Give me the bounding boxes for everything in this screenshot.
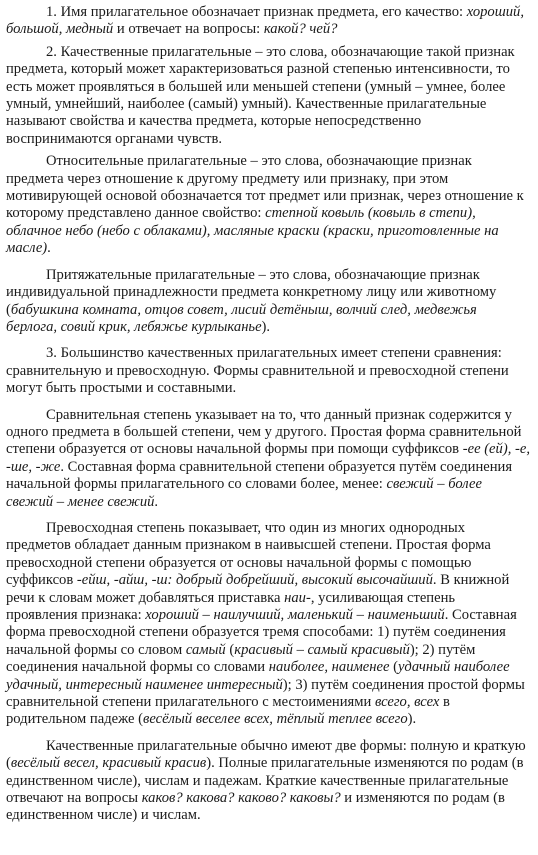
paragraph-text: 2. Качественные прилагательные – это слова, обозначающие такой признак предмета, который может характеризоваться разной степенью интенсивности, то есть может проявляться в большей или меньшей степени (умный – умнее, более умный, умнейший, наиболее (самый) умный). Качественные прилагательные называют свойства и качества предмета, которые непосредственно воспринимаются органами чувств. bbox=[6, 43, 515, 147]
paragraph-text: и отвечает на вопросы: bbox=[113, 21, 264, 38]
italic-example-text: каков? какова? каково? каковы? bbox=[141, 790, 341, 807]
paragraph-text: Сравнительная степень указывает на то, что данный признак содержится у одного предмета в большей степени, чем у другого. Простая форма сравнительной степени образуется от основы начальной формы при помощи суффиксов bbox=[6, 406, 522, 458]
paragraph-text: . bbox=[154, 493, 159, 510]
italic-example-text: какой? чей? bbox=[263, 21, 338, 38]
paragraph-text: Притяжательные прилагательные – это слова, обозначающие признак индивидуальной принадлежности предмета конкретному лицу или животному ( bbox=[6, 266, 497, 318]
italic-example-text: красивый – самый красивый bbox=[234, 641, 410, 658]
paragraph-text: . bbox=[47, 240, 51, 257]
paragraph-text: ). bbox=[407, 711, 417, 728]
italic-example-text: весёлый веселее всех, тёплый теплее всего bbox=[142, 711, 408, 728]
paragraph-text: Превосходная степень показывает, что один из многих однородных предметов обладает данным признаком в наивысшей степени. Простая форма превосходной степени образуется от основы начальной формы с помощью суффиксов bbox=[6, 519, 491, 589]
paragraph-text: , усиливающая степень проявления признака: bbox=[6, 589, 456, 623]
paragraph-text: ). bbox=[261, 318, 271, 335]
paragraph-text: . Составная форма сравнительной степени образуется путём соединения начальной формы прилагательного со словами более, менее: bbox=[6, 458, 513, 493]
italic-example-text: самый bbox=[185, 641, 226, 658]
italic-example-text: бабушкина комната, отцов совет, лисий детёныш, волчий след, медвежья берлога, совий крик, лебяжье курлыканье bbox=[6, 301, 477, 335]
italic-example-text: весёлый весел, красивый красив bbox=[10, 755, 207, 772]
italic-example-text: удачный наиболее удачный, интересный наименее интересный bbox=[6, 659, 510, 693]
paragraph-text: 3. Большинство качественных прилагательных имеет степени сравнения: сравнительную и превосходную. Формы сравнительной и превосходной степени могут быть простыми и составными. bbox=[6, 345, 509, 397]
paragraph-text: . В книжной речи к словам может добавляться приставка bbox=[6, 572, 510, 606]
italic-example-text: наи- bbox=[284, 589, 311, 606]
paragraph-text: ( bbox=[225, 641, 235, 658]
italic-example-text: наиболее, наименее bbox=[268, 659, 390, 676]
paragraph-text: . Составная форма превосходной степени образуется тремя способами: 1) путём соединения начальной формы со словом bbox=[6, 607, 517, 658]
paragraph-comparative-degree bbox=[6, 407, 530, 511]
paragraph-superlative-degree bbox=[6, 520, 530, 729]
italic-example-text: свежий – более свежий – менее свежий bbox=[6, 476, 482, 510]
italic-example-text: хороший, большой, медный bbox=[6, 4, 524, 38]
paragraph-text: Качественные прилагательные обычно имеют две формы: полную и краткую ( bbox=[6, 737, 526, 772]
paragraph-text: Относительные прилагательные – это слова, обозначающие признак предмета через отношение к другому предмету или признаку, при этом мотивирующей основой обозначается тот предмет или признак, через отношение к которому представлено данное свойство: bbox=[6, 153, 524, 222]
paragraph-degrees-of-comparison bbox=[6, 345, 530, 397]
paragraph-text: ); 3) путём соединения простой формы сравнительной степени прилагательного с местоимениями bbox=[6, 676, 525, 711]
paragraph-text: ( bbox=[389, 659, 398, 676]
paragraph-text: в родительном падеже ( bbox=[6, 694, 450, 728]
paragraph-adjective-definition bbox=[6, 4, 530, 39]
paragraph-qualitative-adjectives bbox=[6, 44, 530, 148]
italic-example-text: степной ковыль (ковыль в степи), облачное небо (небо с облаками), масляные краски (краски, приготовленные на масле) bbox=[6, 205, 499, 257]
paragraph-relative-adjectives bbox=[6, 153, 530, 257]
paragraph-full-and-short-forms bbox=[6, 738, 530, 825]
paragraph-text: 1. Имя прилагательное обозначает признак предмета, его качество: bbox=[46, 4, 467, 20]
paragraph-text: ); 2) путём соединения начальной формы со словами bbox=[6, 641, 476, 676]
italic-example-text: -ее (ей), -е, -ше, -же bbox=[6, 441, 530, 475]
italic-example-text: -ейш, -айш, -ш: добрый добрейший, высокий высочайший bbox=[76, 572, 433, 589]
italic-example-text: хороший – наилучший, маленький – наименьший bbox=[145, 607, 445, 623]
paragraph-text: и изменяются по родам (в единственном числе) и числам. bbox=[6, 790, 505, 824]
paragraph-text: ). Полные прилагательные изменяются по родам (в единственном числе), числам и падежам. Краткие качественные прилагательные отвечают на вопросы bbox=[6, 755, 524, 807]
italic-example-text: всего, всех bbox=[374, 694, 440, 711]
paragraph-possessive-adjectives bbox=[6, 267, 530, 337]
